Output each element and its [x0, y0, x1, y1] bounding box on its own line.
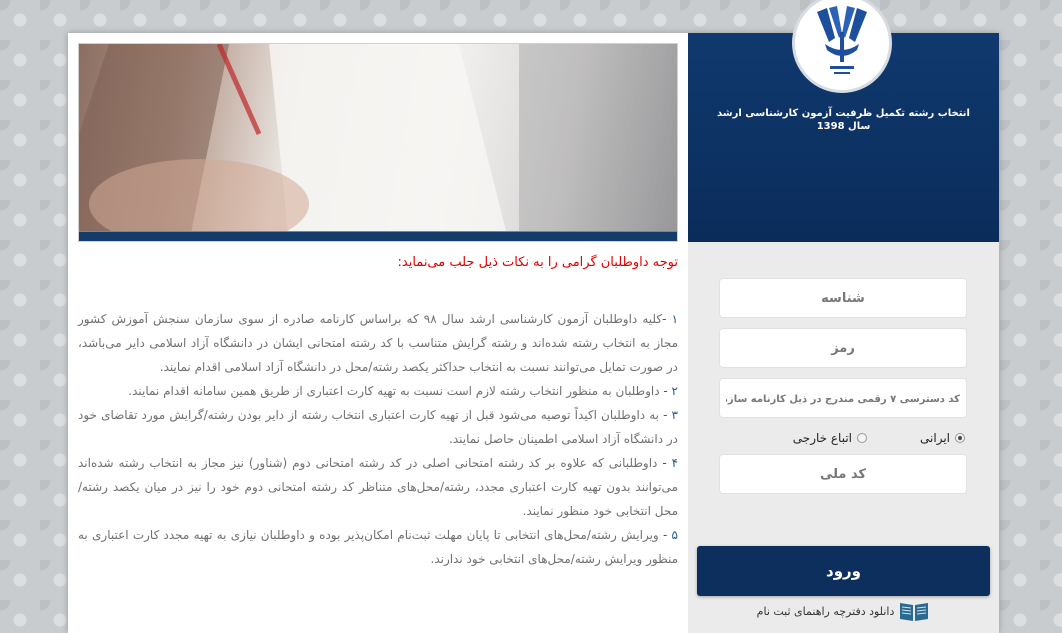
guide-download-link[interactable] [708, 600, 979, 622]
notice-list [78, 307, 678, 571]
radio-iranian[interactable] [920, 431, 965, 445]
radio-label: ایرانی [920, 431, 950, 445]
logo-emblem-icon [815, 4, 869, 84]
list-item [78, 523, 678, 571]
access-code-input[interactable] [719, 378, 967, 418]
username-input[interactable] [719, 278, 967, 318]
item-text: ویرایش رشته/محل‌های انتخابی تا پایان مهلت ثبت‌نام امکان‌پذیر بوده و داوطلبان نیازی به تهیه مجدد کارت اعتباری به منظور ویرایش رشته/محل‌های انتخابی خود ندارند. [78, 528, 678, 566]
login-button[interactable]: ورود [697, 546, 990, 596]
list-item [78, 451, 678, 523]
radio-label: اتباع خارجی [792, 431, 852, 445]
item-number: ۵ - [662, 528, 678, 542]
book-icon [898, 600, 930, 622]
nationality-selector [719, 431, 967, 451]
item-number: ۱ - [662, 312, 679, 326]
portal-title: انتخاب رشته تکمیل ظرفیت آزمون کارشناسی ارشد سال 1398 [717, 108, 970, 132]
login-panel [688, 33, 999, 633]
item-number: ۳ - [663, 408, 678, 422]
radio-selected-icon[interactable] [955, 433, 965, 443]
item-number: ۲ - [663, 384, 678, 398]
banner-illustration [79, 44, 678, 242]
banner-image [78, 43, 678, 242]
guide-link-label: دانلود دفترچه راهنمای ثبت نام [756, 604, 895, 618]
national-code-input[interactable] [719, 454, 967, 494]
main-frame [68, 33, 999, 633]
item-number: ۴ - [662, 456, 679, 470]
login-header [688, 33, 999, 242]
list-item [78, 307, 678, 379]
radio-foreign[interactable] [793, 431, 867, 445]
notice-title: توجه داوطلبان گرامی را به نکات ذیل جلب می‌نماید: [397, 255, 678, 270]
item-text: داوطلبان به منظور انتخاب رشته لازم است نسبت به تهیه کارت اعتباری از طریق همین سامانه اقدام نمایند. [128, 384, 664, 398]
item-text: کلیه داوطلبان آزمون کارشناسی ارشد سال ۹۸ که براساس کارنامه صادره از سوی سازمان سنجش آموزش کشور مجاز به انتخاب رشته شده‌اند و رشته گرایش متناسب با کد رشته امتحانی ایشان در دانشگاه آزاد اسلامی دایر می‌باشد، در صورت تمایل می‌توانند نسبت به انتخاب حداکثر یکصد رشته/محل در دانشگاه آزاد اسلامی اقدام نمایند. [78, 312, 678, 374]
item-text: داوطلبانی که علاوه بر کد رشته امتحانی اصلی در کد رشته امتحانی دوم (شناور) نیز مجاز به انتخاب رشته شده‌اند می‌توانند بدون تهیه کارت اعتباری مجدد، رشته/محل‌های متناظر کد رشته امتحانی دوم خود را نیز در میان یکصد رشته/محل انتخابی خود منظور نمایند. [78, 456, 678, 518]
item-text: به داوطلبان اکیداً توصیه می‌شود قبل از تهیه کارت اعتباری انتخاب رشته از دایر بودن رشته/گرایش مورد تقاضای خود در دانشگاه آزاد اسلامی اطمینان حاصل نمایند. [78, 408, 678, 446]
list-item [78, 379, 678, 403]
university-logo [792, 0, 892, 93]
list-item [78, 403, 678, 451]
password-input[interactable] [719, 328, 967, 368]
radio-unselected-icon[interactable] [857, 433, 867, 443]
banner-bar [79, 231, 677, 241]
